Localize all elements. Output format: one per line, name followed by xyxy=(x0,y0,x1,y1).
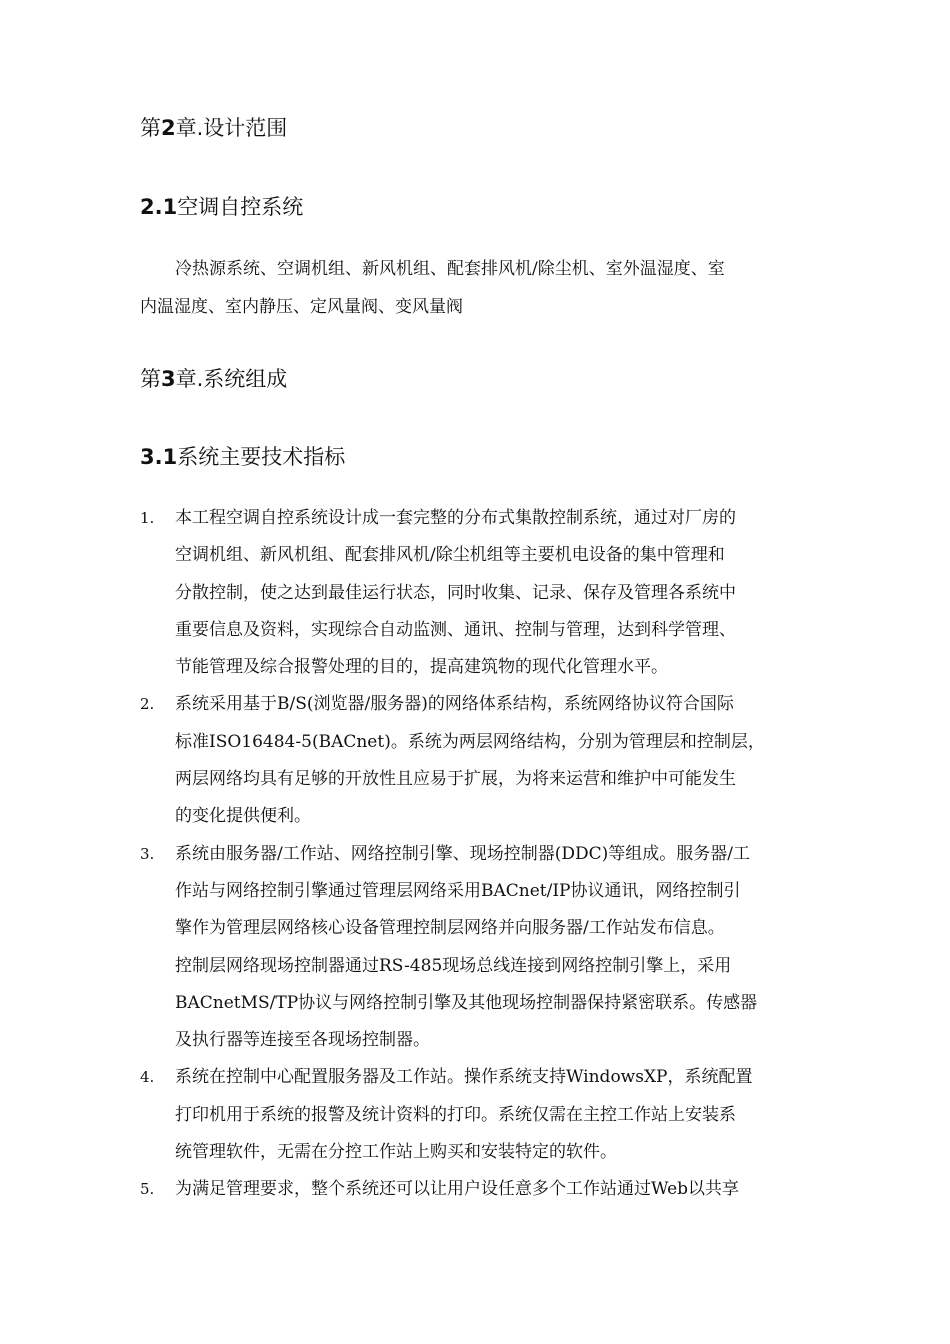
list-item xyxy=(140,836,830,1060)
list-line: 节能管理及综合报警处理的目的，提高建筑物的现代化管理水平。 xyxy=(175,657,668,678)
list-line: 的变化提供便利。 xyxy=(175,806,311,827)
list-line: BACnetMS/TP协议与网络控制引擎及其他现场控制器保持紧密联系。传感器 xyxy=(175,992,758,1013)
list-marker: 4. xyxy=(140,1068,155,1087)
list-line: 系统采用基于B/S(浏览器/服务器)的网络体系结构，系统网络协议符合国际 xyxy=(175,694,734,715)
section-title: 空调自控系统 xyxy=(177,195,304,219)
chapter-title: 章.设计范围 xyxy=(175,116,288,140)
chapter-3-heading xyxy=(140,365,287,393)
list-line: 标准ISO16484-5(BACnet)。系统为两层网络结构，分别为管理层和控制层， xyxy=(175,731,765,752)
list-line: 空调机组、新风机组、配套排风机/除尘机组等主要机电设备的集中管理和 xyxy=(175,545,725,566)
paragraph-line: 内温湿度、室内静压、定风量阀、变风量阀 xyxy=(140,297,463,317)
list-line: 系统由服务器/工作站、网络控制引擎、现场控制器(DDC)等组成。服务器/工 xyxy=(175,843,750,864)
chapter-prefix: 第 xyxy=(140,367,161,391)
chapter-2-heading xyxy=(140,114,287,142)
list-item xyxy=(140,686,830,835)
list-line: 统管理软件，无需在分控工作站上购买和安装特定的软件。 xyxy=(175,1142,617,1163)
section-title: 系统主要技术指标 xyxy=(177,445,346,469)
list-line: 控制层网络现场控制器通过RS-485现场总线连接到网络控制引擎上，采用 xyxy=(175,955,732,976)
list-item xyxy=(140,500,830,686)
chapter-number: 2 xyxy=(161,116,176,140)
list-marker: 3. xyxy=(140,844,155,863)
technical-spec-list xyxy=(140,500,830,1209)
list-line: 系统在控制中心配置服务器及工作站。操作系统支持WindowsXP，系统配置 xyxy=(175,1067,753,1088)
section-2-1-paragraph xyxy=(140,250,820,326)
list-line: 重要信息及资料，实现综合自动监测、通讯、控制与管理，达到科学管理、 xyxy=(175,619,736,640)
list-marker: 5. xyxy=(140,1180,155,1199)
chapter-prefix: 第 xyxy=(140,116,161,140)
list-item xyxy=(140,1171,830,1208)
chapter-title: 章.系统组成 xyxy=(175,367,288,391)
list-line: 及执行器等连接至各现场控制器。 xyxy=(175,1030,430,1051)
list-line: 本工程空调自控系统设计成一套完整的分布式集散控制系统，通过对厂房的 xyxy=(175,508,736,528)
list-line: 擎作为管理层网络核心设备管理控制层网络并向服务器/工作站发布信息。 xyxy=(175,918,725,939)
chapter-number: 3 xyxy=(161,367,176,391)
list-marker: 1. xyxy=(140,509,155,527)
section-number: 2.1 xyxy=(140,195,178,219)
section-number: 3.1 xyxy=(140,445,178,469)
list-line: 两层网络均具有足够的开放性且应易于扩展，为将来运营和维护中可能发生 xyxy=(175,769,736,790)
list-line: 分散控制，使之达到最佳运行状态，同时收集、记录、保存及管理各系统中 xyxy=(175,582,736,603)
list-item xyxy=(140,1059,830,1171)
list-line: 作站与网络控制引擎通过管理层网络采用BACnet/IP协议通讯，网络控制引 xyxy=(175,880,741,901)
list-marker: 2. xyxy=(140,695,155,714)
paragraph-line: 冷热源系统、空调机组、新风机组、配套排风机/除尘机、室外温湿度、室 xyxy=(175,259,725,279)
section-3-1-heading xyxy=(140,443,345,471)
section-2-1-heading xyxy=(140,193,303,221)
list-line: 为满足管理要求，整个系统还可以让用户设任意多个工作站通过Web以共享 xyxy=(175,1179,740,1200)
list-line: 打印机用于系统的报警及统计资料的打印。系统仅需在主控工作站上安装系 xyxy=(175,1104,736,1125)
